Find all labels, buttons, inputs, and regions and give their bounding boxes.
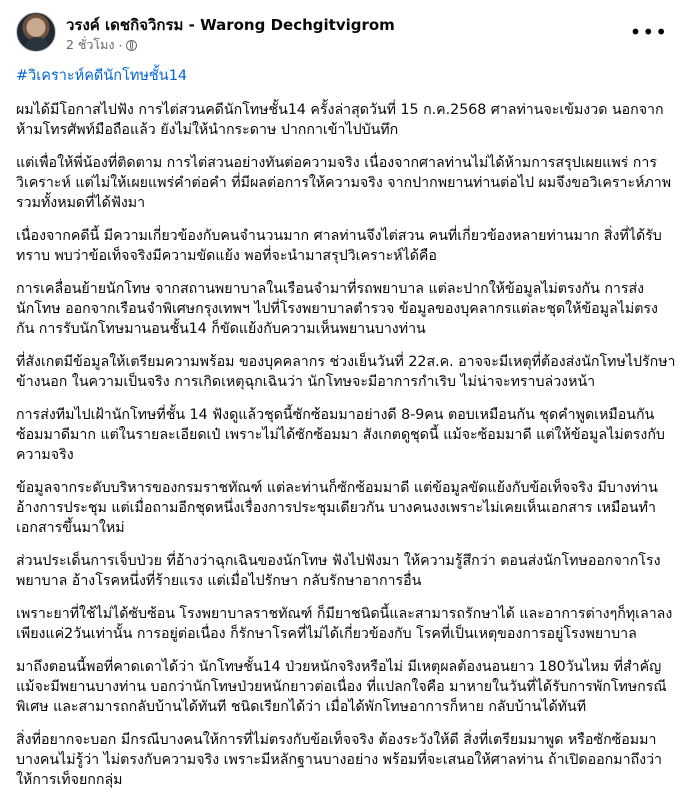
post-header xyxy=(16,12,676,56)
post-body xyxy=(16,66,676,803)
dot-separator: · xyxy=(118,37,123,53)
post-paragraph: การส่งทีมไปเฝ้านักโทษที่ชั้น 14 ฟังดูแล้วชุดนี้ซักซ้อมมาอย่างดี 8-9คน ตอบเหมือนกัน ชุดคำพูดเหมือนกัน ซ้อมมาดีมาก แต่ในรายละเอียดเป๋ เพราะไม่ได้ซักซ้อมมา สังเกตดูชุดนี้ แม้จะซ้อมมาดี แต่ให้ข้อมูลไม่ตรงกับความจริง xyxy=(16,407,665,463)
avatar[interactable] xyxy=(16,12,56,52)
post-paragraph: แต่เพื่อให้พี่น้องที่ติดตาม การไต่สวนอย่างทันต่อความจริง เนื่องจากศาลท่านไม่ได้ห้ามการสรุปเผยแพร่ การวิเคราะห์ แต่ไม่ให้เผยแพร่คำต่อคำ ที่มีผลต่อการให้ความจริง จากปากพยานท่านต่อไป ผมจึงขอวิเคราะห์ภาพรวมทั้งหมดที่ได้ฟังมา xyxy=(16,155,672,211)
post-paragraph: ส่วนประเด็นการเจ็บป่วย ที่อ้างว่าฉุกเฉินของนักโทษ ฟังไปฟังมา ให้ความรู้สึกว่า ตอนส่งนักโทษออกจากโรงพยาบาล อ้างโรคหนึ่งที่ร้ายแรง แต่เมื่อไปรักษา กลับรักษาอาการอื่น xyxy=(16,553,661,589)
post-paragraph: เพราะยาที่ใช้ไม่ได้ซับซ้อน โรงพยาบาลราชทัณฑ์ ก็มียาชนิดนี้และสามารถรักษาได้ และอาการต่างๆก็ทุเลาลงเพียงแค่2วันเท่านั้น การอยู่ต่อเนื่อง ก็รักษาโรคที่ไม่ได้เกี่ยวข้องกับ โรคที่เป็นเหตุของการอยู่โรงพยาบาล xyxy=(16,606,673,642)
post-paragraph: ที่สังเกตมีข้อมูลให้เตรียมความพร้อม ของบุคคลากร ช่วงเย็นวันที่ 22ส.ค. อาจจะมีเหตุที่ต้องส่งนักโทษไปรักษาข้างนอก ในความเป็นจริง การเกิดเหตุฉุกเฉินว่า นักโทษจะมีอาการกำเริบ ไม่น่าจะทราบล่วงหน้า xyxy=(16,354,676,390)
post-paragraph: ผมได้มีโอกาสไปฟัง การไต่สวนคดีนักโทษชั้น14 ครั้งล่าสุดวันที่ 15 ก.ค.2568 ศาลท่านจะเข้มงวด นอกจาก ห้ามโทรศัพท์มือถือแล้ว ยังไม่ให้นำกระดาษ ปากกาเข้าไปบันทึก xyxy=(16,102,664,138)
post-paragraph: ข้อมูลจากระดับบริหารของกรมราชทัณฑ์ แต่ละท่านก็ซักซ้อมมาดี แต่ข้อมูลขัดแย้งกับข้อเท็จจริง มีบางท่านอ้างการประชุม แต่เมื่อถามอีกชุดหนึ่งเรื่องการประชุมเดียวกัน บางคนงงเพราะไม่เคยเห็นเอกสาร เหมือนทำเอกสารขึ้นมาใหม่ xyxy=(16,480,658,536)
hashtag-link[interactable]: #วิเคราะห์คดีนักโทษชั้น14 xyxy=(16,68,188,84)
more-options-icon[interactable]: ••• xyxy=(629,20,668,44)
post-time[interactable]: 2 ชั่วโมง xyxy=(66,37,115,52)
post-paragraph: การเคลื่อนย้ายนักโทษ จากสถานพยาบาลในเรือนจำมาที่รถพยาบาล แต่ละปากให้ข้อมูลไม่ตรงกัน การส่งนักโทษ ออกจากเรือนจำพิเศษกรุงเทพฯ ไปที่โรงพยาบาลตำรวจ ข้อมูลของบุคลากรแต่ละชุดให้ข้อมูลไม่ตรงกัน การรับนักโทษมานอนชั้น14 ก็ขัดแย้งกับความเห็นพยานบางท่าน xyxy=(16,281,658,337)
post-paragraph: มาถึงตอนนี้พอที่คาดเดาได้ว่า นักโทษชั้น14 ป่วยหนักจริงหรือไม่ มีเหตุผลต้องนอนยาว 180วันไหม ที่สำคัญ แม้จะมีพยานบางท่าน บอกว่านักโทษป่วยหนักยาวต่อเนื่อง ที่แปลกใจคือ มาหายในวันที่ได้รับการพักโทษกรณีพิเศษ และสามารถกลับบ้านได้ทันที ชนิดเรียกได้ว่า เมื่อได้พักโทษอาการก็หาย กลับบ้านได้ทันที xyxy=(16,659,667,715)
author-name[interactable]: วรงค์ เดชกิจวิกรม - Warong Dechgitvigrom xyxy=(66,16,395,34)
post-meta xyxy=(66,35,137,55)
post-paragraph: สิ่งที่อยากจะบอก มีกรณีบางคนให้การที่ไม่ตรงกับข้อเท็จจริง ต้องระวังให้ดี สิ่งที่เตรียมมาพูด หรือซักซ้อมมา บางคนไม่รู้ว่า ไม่ตรงกับความจริง เพราะมีหลักฐานบางอย่าง พร้อมที่จะเสนอให้ศาลท่าน ถ้าเปิดออกมาถึงว่าให้การเท็จยกกลุ่ม xyxy=(16,732,663,788)
globe-icon xyxy=(126,40,137,51)
post-paragraph: เนื่องจากคดีนี้ มีความเกี่ยวข้องกับคนจำนวนมาก ศาลท่านจึงไต่สวน คนที่เกี่ยวข้องหลายท่านมาก สิ่งที่ได้รับทราบ พบว่าข้อเท็จจริงมีความขัดแย้ง พอที่จะนำมาสรุปวิเคราะห์ได้คือ xyxy=(16,228,662,264)
